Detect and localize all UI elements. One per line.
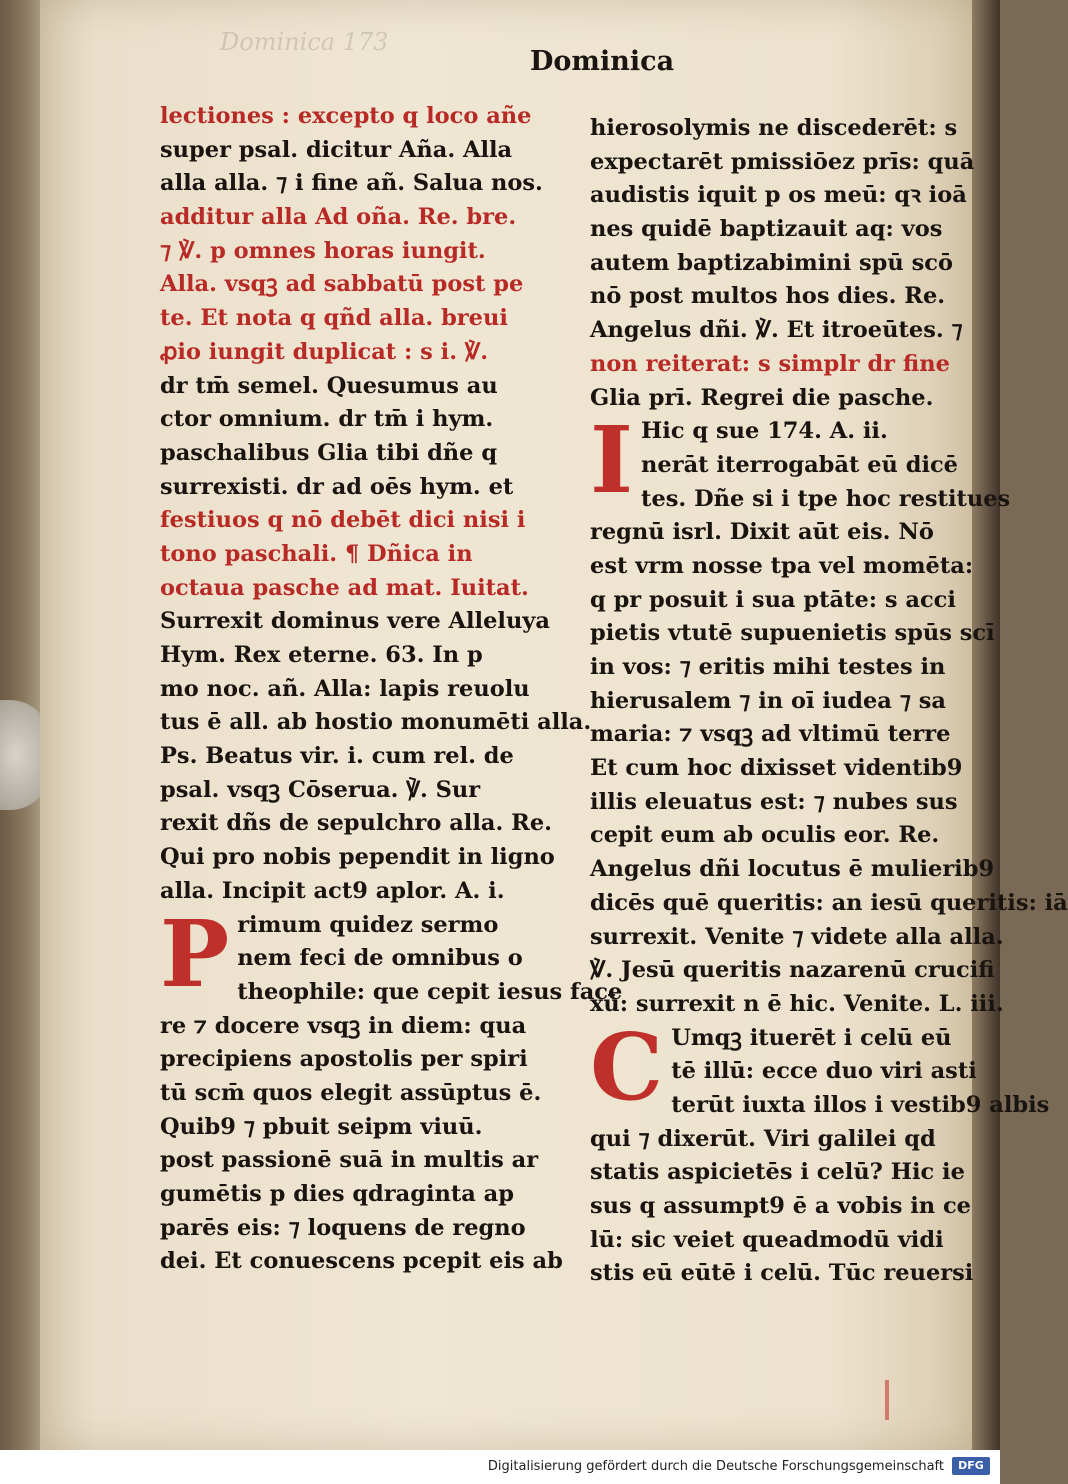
line-text: tono paschali. ¶ Dñica in [160,540,473,567]
text-line [590,887,1068,921]
line-text: nes quidē baptizauit aq: vos [590,216,943,243]
dfg-logo: DFG [952,1457,990,1475]
text-line [590,584,956,618]
text-line [160,302,570,336]
line-text: additur alla Ad oña. Re. bre. [160,204,517,231]
line-text: ℣. Jesū queritis nazarenū crucifi [590,957,995,984]
text-line [590,213,950,247]
text-line [160,235,570,269]
text-line [590,1190,971,1224]
line-text: ⁊ ℣. p omnes horas iungit. [160,237,486,264]
line-text: hierosolymis ne discederēt: s [590,115,958,141]
line-text: Hic q sue 174. A. ii. [641,418,888,445]
line-text: non reiterat: s simplr dr fine [590,350,950,377]
text-line [160,437,570,471]
line-text: Angelus dñi locutus ē mulierib9 [590,856,995,883]
text-line [590,718,950,752]
line-text: rexit dñs de sepulchro alla. Re. [160,810,552,837]
text-line [160,841,570,875]
text-line [590,1224,950,1258]
line-text: audistis iquit p os meū: qꝛ ioā [590,182,967,209]
text-line [160,1144,570,1178]
line-text: statis aspicietēs i celū? Hic ie [590,1159,965,1186]
initial-capital: I [590,406,634,515]
line-text: paschalibus Glia tibi dñe q [160,439,498,466]
line-text: dr tm̄ semel. Quesumus au [160,372,498,399]
right-text-column [590,112,1068,1291]
text-line [590,819,950,853]
line-text: octaua pasche ad mat. Iuitat. [160,574,529,601]
text-line [590,988,1004,1022]
text-line [590,921,1004,955]
line-text: tes. Dñe si i tpe hoc restitues [641,485,1011,512]
line-text: psal. vsqꝫ Cōserua. ℣. Sur [160,776,481,803]
text-line [590,280,950,314]
text-line [590,483,1011,517]
line-text: alla alla. ⁊ i fine añ. Salua nos. [160,170,543,197]
line-text: Surrexit dominus vere Alleluya [160,608,550,635]
text-line [590,651,950,685]
text-line [160,370,570,404]
line-text: lū: sic veiet queadmodū vidi [590,1226,944,1253]
line-text: illis eleuatus est: ⁊ nubes sus [590,788,958,815]
line-text: xū: surrexit n ē hic. Venite. L. iii. [590,990,1004,1017]
text-line [160,774,570,808]
line-text: est vrm nosse tpa vel momēta: [590,552,974,579]
line-text: mo noc. añ. Alla: lapis reuolu [160,675,530,702]
line-text: re ⁊ docere vsqꝫ in diem: qua [160,1012,527,1039]
bleed-through-text: Dominica 173 [220,28,389,56]
text-line [160,538,570,572]
line-text: nerāt iterrogabāt eū dicē [641,451,959,478]
text-line [590,348,950,382]
text-line [160,639,570,673]
line-text: precipiens apostolis per spiri [160,1046,528,1073]
text-line [590,752,963,786]
text-line [590,1123,950,1157]
text-line [160,807,570,841]
line-text: ctor omnium. dr tm̄ i hym. [160,406,494,433]
text-line [160,268,570,302]
text-line [590,382,950,416]
text-line [160,1178,570,1212]
line-text: sus q assumpt9 ē a vobis in ce [590,1193,971,1219]
text-line [160,336,570,370]
digitization-footer [0,1450,1000,1484]
left-text-column [160,100,623,1279]
line-text: theophile: que cepit iesus face [237,978,623,1005]
text-line [160,673,570,707]
text-line [160,1043,570,1077]
text-line [160,134,570,168]
line-text: maria: ⁊ vsqꝫ ad vltimū terre [590,721,951,748]
text-line [160,1077,570,1111]
text-line [160,875,570,909]
line-text: nem feci de omnibus o [237,945,523,972]
text-line [160,706,592,740]
line-text: in vos: ⁊ eritis mihi testes in [590,654,946,680]
text-line [160,1212,570,1246]
line-text: super psal. dicitur Aña. Alla [160,136,513,163]
line-text: tū scm̄ quos elegit assūptus ē. [160,1079,542,1106]
line-text: festiuos q nō debēt dici nisi i [160,507,526,534]
text-line [590,685,950,719]
text-line [590,617,995,651]
text-line [590,146,975,180]
line-text: dicēs quē queritis: an iesū queritis: iā [590,889,1068,916]
line-text: Hym. Rex eterne. 63. In p [160,642,483,668]
red-ink-mark [885,1380,889,1420]
text-line [160,740,570,774]
line-text: Ps. Beatus vir. i. cum rel. de [160,743,514,770]
line-text: Umqꝫ ituerēt i celū eū [671,1024,952,1051]
line-text: Alla. vsqꝫ ad sabbatū post pe [160,271,524,298]
line-text: ꝓio iungit duplicat : s i. ℣. [160,338,489,365]
line-text: rimum quidez sermo [237,911,499,938]
funding-credit: Digitalisierung gefördert durch die Deutsche Forschungsgemeinschaft [487,1459,944,1474]
text-line [160,1111,570,1145]
line-text: surrexisti. dr ad oēs hym. et [160,473,514,500]
line-text: tē illū: ecce duo viri asti [671,1058,977,1085]
text-line [590,1156,965,1190]
text-line [160,504,570,538]
line-text: tus ē all. ab hostio monumēti alla. [160,709,592,736]
text-line [160,100,570,134]
line-text: alla. Incipit act9 aplor. A. i. [160,877,505,904]
text-line [590,786,958,820]
text-line [160,471,570,505]
facing-page-edge [972,0,1000,1450]
line-text: surrexit. Venite ⁊ videte alla alla. [590,923,1004,950]
text-line [590,1257,974,1291]
text-line [590,415,950,449]
line-text: regnū isrl. Dixit aūt eis. Nō [590,519,934,546]
line-text: te. Et nota q qñd alla. breui [160,305,508,332]
text-line [590,449,959,483]
line-text: gumētis p dies qdraginta ap [160,1181,514,1207]
line-text: post passionē suā in multis ar [160,1147,539,1174]
line-text: autem baptizabimini spū scō [590,249,953,276]
line-text: Glia prī. Regrei die pasche. [590,384,934,411]
text-line [590,179,967,213]
running-title: Dominica [530,46,675,77]
text-line [590,853,995,887]
line-text: Quib9 ⁊ pbuit seipm viuū. [160,1113,483,1140]
line-text: expectarēt pmissiōez prīs: quā [590,148,975,175]
initial-capital: C [590,1012,664,1121]
text-line [160,167,570,201]
text-line [590,516,950,550]
line-text: pietis vtutē supuenietis spūs scī [590,620,995,647]
text-line [160,572,570,606]
text-line [590,247,953,281]
line-text: lectiones : excepto q loco añe [160,103,532,129]
line-text: Angelus dñi. ℣. Et itroeūtes. ⁊ [590,317,963,344]
text-line [590,112,958,146]
line-text: cepit eum ab oculis eor. Re. [590,822,940,849]
text-line [160,1245,570,1279]
line-text: Et cum hoc dixisset videntib9 [590,755,963,782]
line-text: parēs eis: ⁊ loquens de regno [160,1214,526,1241]
text-line [160,605,570,639]
line-text: qui ⁊ dixerūt. Viri galilei qd [590,1125,936,1152]
line-text: stis eū eūtē i celū. Tūc reuersi [590,1260,974,1287]
text-line [590,550,974,584]
text-line [590,314,963,348]
line-text: hierusalem ⁊ in oī iudea ⁊ sa [590,687,946,714]
text-line [590,954,995,988]
line-text: nō post multos hos dies. Re. [590,283,946,310]
initial-capital: P [160,899,230,1008]
text-line [160,1010,570,1044]
text-line [160,201,570,235]
line-text: Qui pro nobis pependit in ligno [160,844,555,871]
line-text: q pr posuit i sua ptāte: s acci [590,586,956,613]
line-text: terūt iuxta illos i vestib9 albis [671,1091,1050,1118]
line-text: dei. Et conuescens pcepit eis ab [160,1248,563,1275]
text-line [160,403,570,437]
